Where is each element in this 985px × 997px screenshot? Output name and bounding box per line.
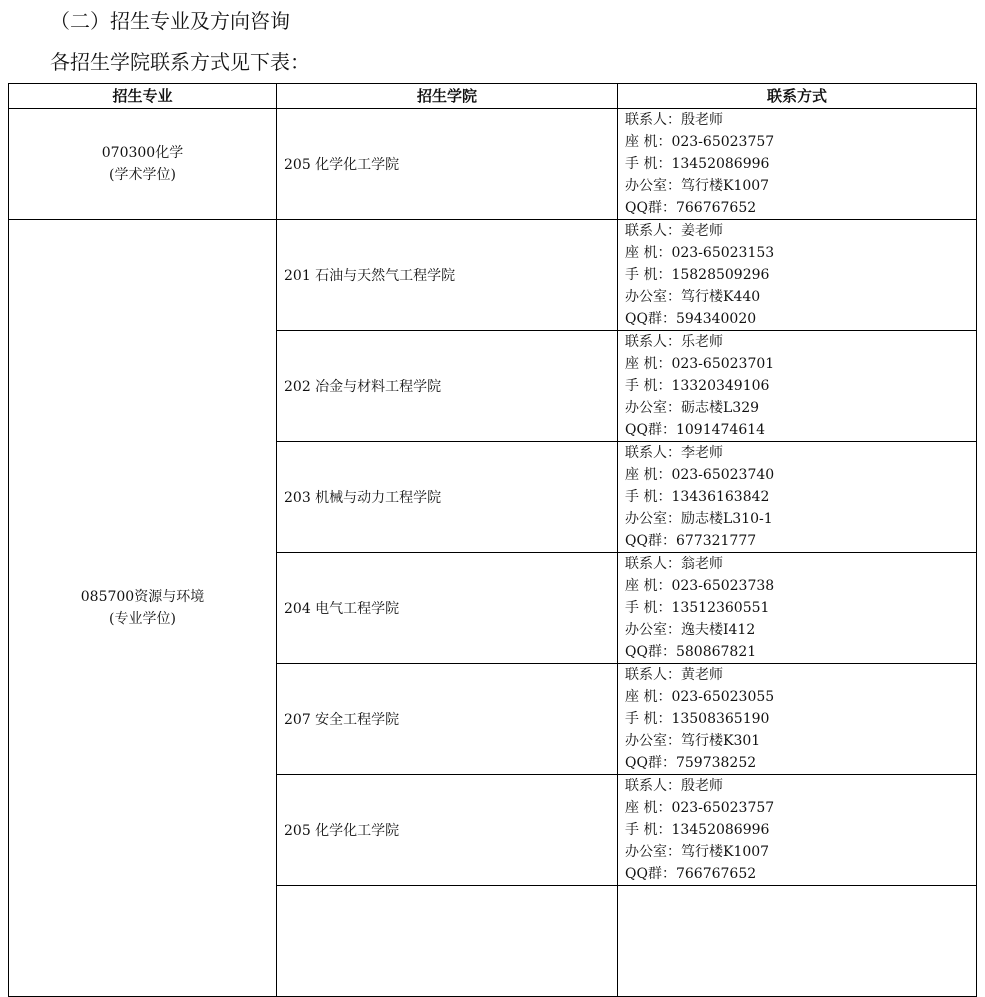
header-major: 招生专业 [9,84,277,109]
contact-qq-label: QQ群： [625,755,676,771]
contact-mobile-line [625,375,976,397]
contact-qq-line [625,752,976,774]
contact-cell [618,442,977,553]
college-name: 205 化学化工学院 [277,109,618,220]
contact-landline-label: 座 机： [625,689,672,705]
contact-person-label: 联系人： [625,223,681,239]
contact-landline-value: 023-65023153 [671,245,775,261]
contact-person-value: 黄老师 [681,667,723,683]
contact-cell [618,331,977,442]
contact-person-line [625,331,976,353]
contact-landline-line [625,686,976,708]
major-cell [9,220,277,997]
contact-person-line [625,775,976,797]
contact-mobile-line [625,597,976,619]
college-name: 204 电气工程学院 [277,553,618,664]
contact-mobile-label: 手 机： [625,711,672,727]
contact-qq-line [625,530,976,552]
contact-landline-label: 座 机： [625,467,672,483]
contact-office-line [625,175,976,197]
contact-landline-label: 座 机： [625,356,672,372]
header-college: 招生学院 [277,84,618,109]
contact-person-value: 翁老师 [681,556,723,572]
table-header-row [9,84,977,109]
contact-mobile-line [625,708,976,730]
contact-mobile-value: 13512360551 [671,600,770,616]
contact-landline-label: 座 机： [625,578,672,594]
contact-cell [618,775,977,886]
contact-cell [618,109,977,220]
major-degree-type: (专业学位) [109,611,176,627]
section-heading: （二）招生专业及方向咨询 [50,9,290,33]
contact-office-value: 笃行楼K301 [681,733,761,749]
contact-mobile-value: 13320349106 [671,378,770,394]
contact-office-value: 逸夫楼I412 [681,622,756,638]
major-code-name: 085700资源与环境 [80,589,205,605]
contact-office-line [625,286,976,308]
contact-person-line [625,220,976,242]
contact-qq-line [625,641,976,663]
contact-landline-value: 023-65023055 [671,689,775,705]
contact-office-line [625,952,976,974]
contact-office-label: 办公室： [625,511,681,527]
contact-office-label: 办公室： [625,178,681,194]
contact-landline-label: 座 机： [625,134,672,150]
contact-office-value: 笃行楼K440 [681,289,761,305]
contact-qq-label: QQ群： [625,644,676,660]
major-code-name: 070300化学 [101,145,184,161]
contact-landline-line [625,131,976,153]
contact-landline-line [625,575,976,597]
contact-landline-value: 023-65023738 [671,578,775,594]
college-name: 207 安全工程学院 [277,664,618,775]
contact-qq-label: QQ群： [625,533,676,549]
contact-person-line [625,109,976,131]
contact-landline-value: 023-65023757 [671,800,775,816]
contact-table [8,83,977,997]
college-name: 202 冶金与材料工程学院 [277,331,618,442]
contact-landline-value: 023-65023701 [671,356,775,372]
contact-qq-line [625,863,976,885]
contact-person-line [625,553,976,575]
table-row [9,220,977,331]
contact-mobile-line [625,486,976,508]
contact-person-value: 殷老师 [681,778,723,794]
contact-qq-line [625,308,976,330]
table-intro-text: 各招生学院联系方式见下表： [50,50,310,74]
contact-person-label: 联系人： [625,778,681,794]
contact-person-value: 殷老师 [681,112,723,128]
contact-landline-line [625,908,976,930]
contact-office-value: 砺志楼L329 [681,400,760,416]
contact-landline-line [625,464,976,486]
contact-cell [618,553,977,664]
contact-mobile-label: 手 机： [625,156,672,172]
contact-mobile-value: 15828509296 [671,267,770,283]
contact-qq-label: QQ群： [625,311,676,327]
contact-person-label: 联系人： [625,445,681,461]
contact-landline-line [625,797,976,819]
contact-qq-line [625,419,976,441]
contact-landline-line [625,242,976,264]
contact-person-label: 联系人： [625,667,681,683]
contact-mobile-value: 13452086996 [671,822,770,838]
contact-office-label: 办公室： [625,844,681,860]
contact-qq-value: 1091474614 [675,422,766,438]
contact-office-label: 办公室： [625,733,681,749]
contact-person-value: 姜老师 [681,223,723,239]
contact-qq-value: 759738252 [675,755,757,771]
contact-person-line [625,442,976,464]
table-body [9,109,977,997]
contact-person-label: 联系人： [625,556,681,572]
college-name [277,886,618,997]
contact-landline-label: 座 机： [625,800,672,816]
contact-office-value: 笃行楼K1007 [681,844,770,860]
contact-mobile-value: 13436163842 [671,489,770,505]
major-cell [9,109,277,220]
college-name: 205 化学化工学院 [277,775,618,886]
contact-mobile-value: 13452086996 [671,156,770,172]
contact-person-line [625,664,976,686]
college-name: 203 机械与动力工程学院 [277,442,618,553]
contact-mobile-label: 手 机： [625,822,672,838]
contact-landline-value: 023-65023757 [671,134,775,150]
contact-cell [618,886,977,997]
contact-mobile-line [625,819,976,841]
contact-person-label: 联系人： [625,334,681,350]
contact-qq-value: 677321777 [675,533,757,549]
contact-mobile-label: 手 机： [625,600,672,616]
contact-office-line [625,619,976,641]
contact-mobile-label: 手 机： [625,489,672,505]
contact-office-value: 笃行楼K1007 [681,178,770,194]
contact-mobile-value: 13508365190 [671,711,770,727]
contact-qq-label: QQ群： [625,422,676,438]
contact-person-value: 李老师 [681,445,723,461]
contact-office-line [625,397,976,419]
contact-qq-label: QQ群： [625,200,676,216]
contact-qq-value: 766767652 [675,866,757,882]
contact-mobile-label: 手 机： [625,378,672,394]
table-row [9,109,977,220]
contact-mobile-line [625,153,976,175]
contact-qq-line [625,197,976,219]
major-degree-type: (学术学位) [109,167,176,183]
contact-office-value: 励志楼L310-1 [681,511,773,527]
contact-person-value: 乐老师 [681,334,723,350]
contact-office-label: 办公室： [625,622,681,638]
header-contact: 联系方式 [618,84,977,109]
contact-qq-value: 766767652 [675,200,757,216]
contact-mobile-line [625,930,976,952]
contact-landline-line [625,353,976,375]
contact-person-label: 联系人： [625,112,681,128]
contact-office-label: 办公室： [625,289,681,305]
contact-mobile-line [625,264,976,286]
contact-landline-label: 座 机： [625,245,672,261]
contact-office-label: 办公室： [625,400,681,416]
contact-cell [618,664,977,775]
contact-qq-label: QQ群： [625,866,676,882]
contact-office-line [625,508,976,530]
contact-qq-line [625,974,976,996]
contact-person-line [625,886,976,908]
college-name: 201 石油与天然气工程学院 [277,220,618,331]
contact-qq-value: 594340020 [675,311,757,327]
contact-landline-value: 023-65023740 [671,467,775,483]
contact-office-line [625,841,976,863]
contact-office-line [625,730,976,752]
contact-qq-value: 580867821 [675,644,757,660]
contact-mobile-label: 手 机： [625,267,672,283]
contact-cell [618,220,977,331]
